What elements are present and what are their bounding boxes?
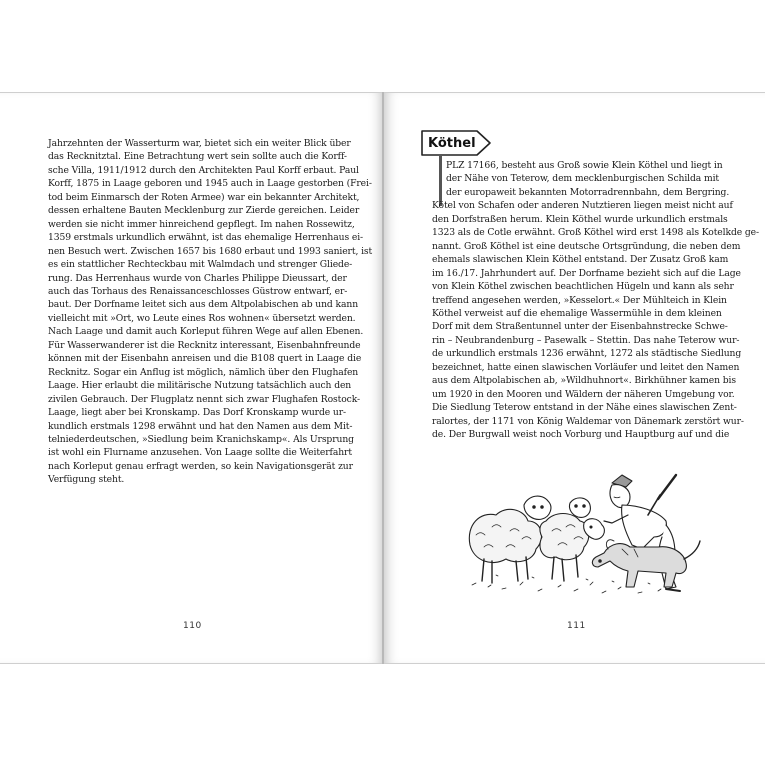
text-line: dessen erhaltene Bauten Mecklenburg zur Zierde gereichen. Leider xyxy=(48,205,360,217)
text-line: telniederdeutschen, »Siedlung beim Kranichskamp«. Als Ursprung xyxy=(48,433,354,445)
right-page xyxy=(384,92,765,664)
text-line: ehemals slawischen Klein Köthel entstand. Der Zusatz Groß kam xyxy=(432,254,729,266)
text-line: das Recknitztal. Eine Betrachtung wert sein sollte auch die Korff- xyxy=(48,151,347,163)
section-heading: Köthel xyxy=(428,135,476,151)
text-line: zivilen Gebrauch. Der Flugplatz nennt sich zwar Flughafen Rostock- xyxy=(48,393,361,405)
text-line: Für Wasserwanderer ist die Recknitz interessant, Eisenbahnfreunde xyxy=(48,339,361,351)
text-line: rung. Das Herrenhaus wurde von Charles Philippe Dieussart, der xyxy=(48,272,347,284)
dog-figure xyxy=(592,540,700,587)
book-spread xyxy=(0,92,765,664)
text-line: Nach Laage und damit auch Korleput führen Wege auf allen Ebenen. xyxy=(48,326,364,338)
text-line: den Dorfstraßen herum. Klein Köthel wurde urkundlich erstmals xyxy=(432,213,728,225)
text-line: bezeichnet, hatte einen slawischen Vorläufer und leitet den Namen xyxy=(432,361,740,373)
text-line: de urkundlich erstmals 1236 erwähnt, 1272 als städtische Siedlung xyxy=(432,348,742,360)
text-line: rin – Neubrandenburg – Pasewalk – Stettin. Das nahe Teterow wur- xyxy=(432,334,740,346)
text-line: nach Korleput genau erfragt werden, so kein Navigationsgerät zur xyxy=(48,460,353,472)
text-line: tod beim Einmarsch der Roten Armee) war ein bekannter Architekt, xyxy=(48,191,360,203)
text-line: vielleicht mit »Ort, wo Leute eines Ros wohnen« übersetzt werden. xyxy=(48,312,356,324)
text-line: Laage, liegt aber bei Kronskamp. Das Dorf Kronskamp wurde ur- xyxy=(48,407,346,419)
text-line: nannt. Groß Köthel ist eine deutsche Ortsgründung, die neben dem xyxy=(432,240,741,252)
text-line: sche Villa, 1911/1912 durch den Architekten Paul Korff erbaut. Paul xyxy=(48,164,359,176)
text-line: kundlich erstmals 1298 erwähnt und hat den Namen aus dem Mit- xyxy=(48,420,353,432)
text-line: Köthel verweist auf die ehemalige Wassermühle in dem kleinen xyxy=(432,307,722,319)
text-line: auch das Torhaus des Renaissanceschlosses Güstrow entwarf, er- xyxy=(48,285,348,297)
text-line: aus dem Altpolabischen ab, »Wildhuhnort«. Birkhühner kamen bis xyxy=(432,375,736,387)
text-line: Laage. Hier erlaubt die militärische Nutzung tatsächlich auch den xyxy=(48,380,352,392)
text-line: Recknitz. Sogar ein Anflug ist möglich, nämlich über den Flughafen xyxy=(48,366,359,378)
text-line: Kötel von Schafen oder anderen Nutztieren liegen meist nicht auf xyxy=(432,200,733,212)
page-number: 111 xyxy=(567,621,586,631)
page-number: 110 xyxy=(183,621,202,631)
text-line: Verfügung steht. xyxy=(48,474,125,486)
text-line: ist wohl ein Flurname anzusehen. Von Laage sollte die Weiterfahrt xyxy=(48,447,352,459)
text-line: werden sie nicht immer hinreichend gepflegt. Im nahen Rossewitz, xyxy=(48,218,355,230)
text-line: Korff, 1875 in Laage geboren und 1945 auch in Laage gestorben (Frei- xyxy=(48,178,372,190)
text-line: von Klein Köthel zwischen beachtlichen Hügeln und kann als sehr xyxy=(432,281,734,293)
sheep-hunter-dog-illustration xyxy=(462,475,702,607)
right-page-body xyxy=(432,159,760,442)
left-page-body xyxy=(48,137,373,487)
text-line: de. Der Burgwall weist noch Vorburg und Hauptburg auf und die xyxy=(432,429,730,441)
text-line: Die Siedlung Teterow entstand in der Nähe eines slawischen Zent- xyxy=(432,402,737,414)
text-line: 1359 erstmals urkundlich erwähnt, ist das ehemalige Herrenhaus ei- xyxy=(48,232,364,244)
text-line: Dorf mit dem Straßentunnel unter der Eisenbahnstrecke Schwe- xyxy=(432,321,728,333)
text-line: ralortes, der 1171 von König Waldemar von Dänemark zerstört wur- xyxy=(432,415,744,427)
sheep-group xyxy=(469,496,604,583)
text-line: können mit der Eisenbahn anreisen und die B108 quert in Laage die xyxy=(48,353,362,365)
text-line: treffend angesehen werden, »Kesselort.« Der Mühlteich in Klein xyxy=(432,294,727,306)
text-line: um 1920 in den Mooren und Wäldern der näheren Umgebung vor. xyxy=(432,388,735,400)
text-line: baut. Der Dorfname leitet sich aus dem Altpolabischen ab und kann xyxy=(48,299,359,311)
text-line: es ein stattlicher Rechteckbau mit Walmdach und strenger Gliede- xyxy=(48,259,353,271)
text-line: 1323 als de Cotle erwähnt. Groß Köthel wird erst 1498 als Kotelkde ge- xyxy=(432,227,760,239)
heading-label-wrap xyxy=(428,133,476,153)
left-page xyxy=(0,92,383,664)
text-line: nen Besuch wert. Zwischen 1657 bis 1680 erbaut und 1993 saniert, ist xyxy=(48,245,373,257)
text-line: Jahrzehnten der Wasserturm war, bietet sich ein weiter Blick über xyxy=(48,138,351,149)
text-line: im 16./17. Jahrhundert auf. Der Dorfname bezieht sich auf die Lage xyxy=(432,267,741,279)
text-line: der Nähe von Teterow, dem mecklenburgischen Schilda mit xyxy=(446,173,720,185)
text-line: der europaweit bekannten Motorradrennbahn, dem Bergring. xyxy=(446,186,730,198)
text-line: PLZ 17166, besteht aus Groß sowie Klein Köthel und liegt in xyxy=(446,160,723,171)
